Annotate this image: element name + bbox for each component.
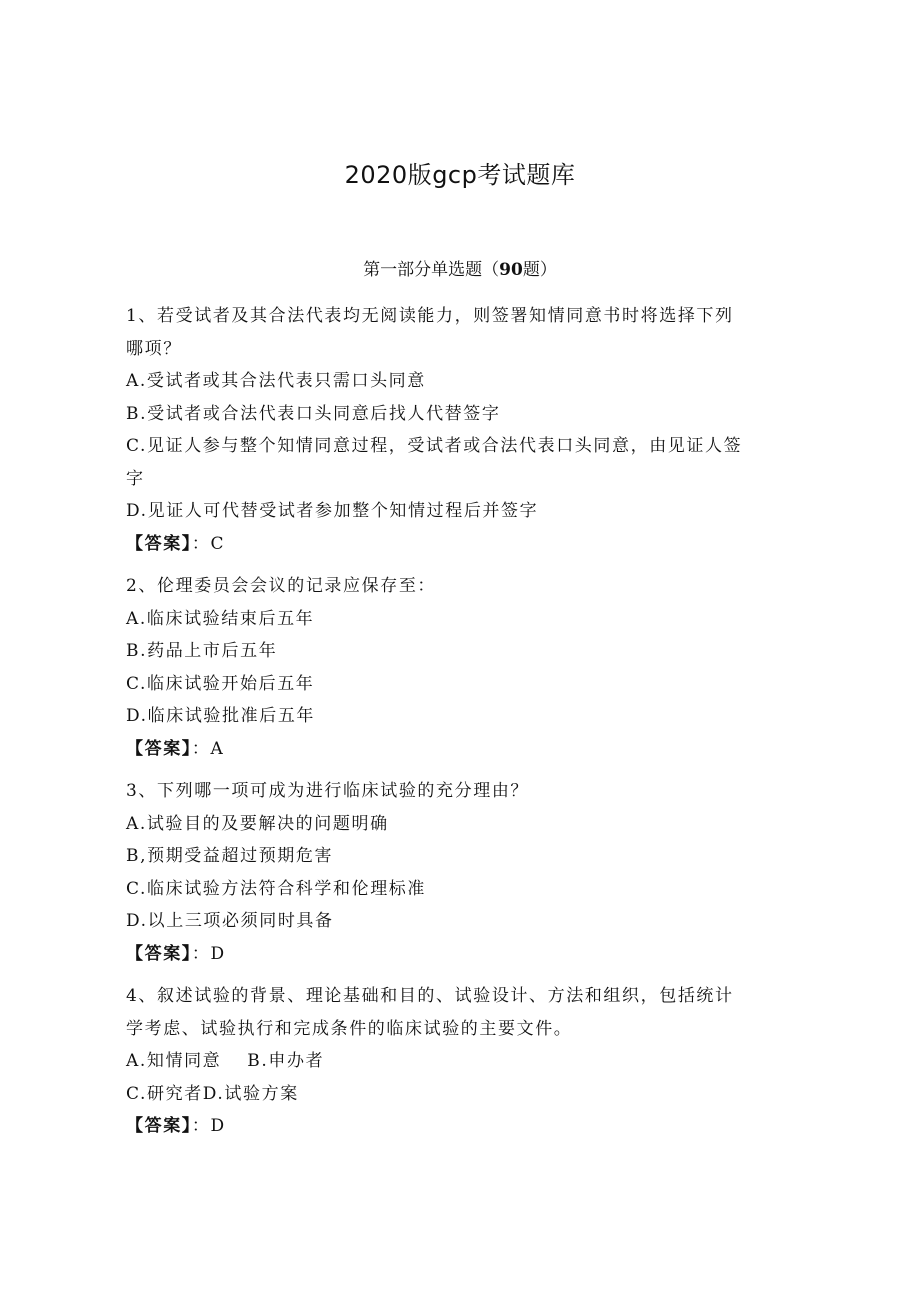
answer-value: D [210, 943, 226, 964]
option-b: B.受试者或合法代表口头同意后找人代替签字 [126, 403, 501, 424]
option-d: D.临床试验批准后五年 [126, 706, 316, 726]
option-d: D.见证人可代替受试者参加整个知情过程后并签字 [126, 501, 539, 521]
question-stem-line: 哪项？ [126, 338, 182, 359]
option-a: A.受试者或其合法代表只需口头同意 [126, 371, 426, 391]
question-stem-line: 4、叙述试验的背景、理论基础和目的、试验设计、方法和组织，包括统计 [126, 986, 734, 1006]
option-c: C.临床试验开始后五年 [126, 673, 315, 694]
option-b: B,预期受益超过预期危害 [126, 846, 334, 866]
option-a: A.临床试验结束后五年 [126, 608, 315, 629]
option-c: C.临床试验方法符合科学和伦理标准 [126, 878, 427, 899]
answer-label: 【答案】 [126, 1116, 192, 1136]
answer-value: C [210, 533, 226, 554]
answer-separator: ： [191, 533, 211, 554]
answer-label: 【答案】 [126, 533, 192, 554]
question-3 [126, 775, 806, 970]
section-title-prefix: 第一部分单选题（ [363, 260, 500, 280]
answer-line [126, 938, 806, 971]
answer-separator: ： [191, 1116, 211, 1136]
option-b: B.药品上市后五年 [126, 641, 278, 661]
section-question-count: 90 [499, 260, 523, 280]
answer-separator: ： [191, 738, 211, 759]
answer-value: A [210, 738, 225, 759]
option-row [126, 1045, 806, 1078]
section-title [0, 256, 920, 284]
section-title-suffix: 题） [522, 260, 557, 280]
option-c-d: C.研究者D.试验方案 [126, 1083, 299, 1104]
option-a: A.试验目的及要解决的问题明确 [126, 813, 389, 834]
document-title: 2020版gcp考试题库 [344, 161, 576, 189]
question-4 [126, 980, 806, 1143]
answer-separator: ： [191, 943, 211, 964]
answer-value: D [210, 1116, 226, 1136]
answer-line [126, 1110, 806, 1143]
answer-label: 【答案】 [126, 943, 192, 964]
option-a: A.知情同意 [126, 1051, 222, 1071]
answer-label: 【答案】 [126, 738, 192, 759]
option-d: D.以上三项必须同时具备 [126, 911, 334, 931]
question-stem-line: 2、伦理委员会会议的记录应保存至： [126, 576, 437, 596]
option-row [126, 1078, 806, 1111]
option-b: B.申办者 [247, 1051, 325, 1071]
question-stem-line: 1、若受试者及其合法代表均无阅读能力，则签署知情同意书时将选择下列 [126, 306, 734, 326]
answer-line [126, 528, 806, 561]
option-c: C.见证人参与整个知情同意过程，受试者或合法代表口头同意，由见证人签 [126, 436, 743, 456]
option-c-continued: 字 [126, 468, 145, 489]
answer-line [126, 733, 806, 766]
question-1 [126, 300, 806, 560]
question-list [126, 300, 806, 1143]
question-stem-line: 学考虑、试验执行和完成条件的临床试验的主要文件。 [126, 1018, 573, 1039]
question-stem-line: 3、下列哪一项可成为进行临床试验的充分理由？ [126, 781, 530, 801]
question-2 [126, 570, 806, 765]
